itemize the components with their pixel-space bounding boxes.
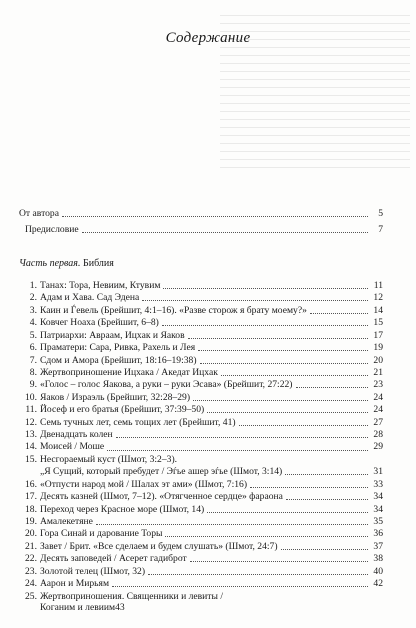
toc-entry[interactable] bbox=[19, 330, 383, 341]
page-title: Содержание bbox=[165, 30, 251, 46]
entry-number: 11. bbox=[25, 404, 37, 416]
dot-leader bbox=[163, 288, 368, 289]
entry-number: 25. bbox=[25, 590, 37, 602]
dot-leader bbox=[62, 216, 368, 217]
toc-entry[interactable] bbox=[19, 379, 383, 390]
chapter-list bbox=[19, 280, 383, 614]
entry-page: 24 bbox=[373, 391, 383, 403]
intro-entries bbox=[19, 208, 383, 240]
dot-leader bbox=[190, 561, 368, 562]
dot-leader bbox=[221, 375, 368, 376]
toc-entry[interactable] bbox=[19, 280, 383, 291]
dot-leader bbox=[96, 524, 368, 525]
dot-leader bbox=[193, 400, 368, 401]
entry-title: Гора Синай и дарование Торы bbox=[40, 528, 163, 540]
entry-title: «Отпусти народ мой / Шалах эт ами» (Шмот, 7:16) bbox=[40, 478, 248, 490]
toc-entry[interactable] bbox=[19, 516, 383, 527]
entry-title: «Голос – голос Яакова, а руки – руки Эсава» (Брейшит, 27:22) bbox=[40, 379, 293, 391]
entry-title: Переход через Красное море (Шмот, 14) bbox=[40, 503, 205, 515]
entry-title: Танах: Тора, Невиим, Ктувим bbox=[40, 280, 161, 291]
entry-page: 34 bbox=[373, 503, 383, 515]
toc-entry[interactable] bbox=[19, 342, 383, 353]
toc-entry[interactable] bbox=[19, 317, 383, 328]
entry-title: От автора bbox=[19, 208, 59, 219]
toc-entry-from-author[interactable] bbox=[19, 208, 383, 219]
entry-page: 27 bbox=[373, 416, 383, 428]
dot-leader bbox=[142, 300, 368, 301]
entry-page: 37 bbox=[373, 540, 383, 552]
toc-entry[interactable] bbox=[19, 292, 383, 303]
entry-number: 22. bbox=[25, 553, 37, 565]
entry-title: Золотой телец (Шмот, 32) bbox=[40, 565, 146, 577]
dot-leader bbox=[198, 350, 368, 351]
toc-entry[interactable] bbox=[19, 466, 383, 477]
entry-number: 15. bbox=[25, 453, 37, 465]
part-label: Часть первая. bbox=[19, 258, 81, 269]
entry-page: 21 bbox=[373, 366, 383, 378]
entry-number: 4. bbox=[29, 317, 37, 329]
dot-leader bbox=[296, 387, 368, 388]
entry-page: 28 bbox=[373, 429, 383, 441]
entry-page: 42 bbox=[373, 578, 383, 590]
entry-number: 10. bbox=[25, 391, 37, 403]
entry-page: 36 bbox=[373, 528, 383, 540]
entry-title: Праматери: Сара, Ривка, Рахель и Лея bbox=[40, 342, 196, 354]
entry-title: Ковчег Ноаха (Брейшит, 6–8) bbox=[40, 317, 159, 329]
entry-number: 9. bbox=[29, 379, 37, 391]
dot-leader bbox=[286, 499, 368, 500]
entry-title: Жертвоприношения. Священники и левиты / bbox=[40, 590, 224, 602]
dot-leader bbox=[148, 574, 368, 575]
entry-number: 7. bbox=[29, 354, 37, 366]
toc-entry[interactable] bbox=[19, 392, 383, 403]
dot-leader bbox=[165, 536, 368, 537]
entry-page: 20 bbox=[373, 354, 383, 366]
dot-leader bbox=[82, 232, 368, 233]
entry-page: 23 bbox=[373, 379, 383, 391]
dot-leader bbox=[200, 363, 368, 364]
entry-number: 3. bbox=[29, 304, 37, 316]
entry-number: 6. bbox=[29, 342, 37, 354]
entry-title: Сдом и Амора (Брейшит, 18:16–19:38) bbox=[40, 354, 197, 366]
entry-title: Аарон и Мирьям bbox=[40, 578, 110, 590]
dot-leader bbox=[239, 425, 368, 426]
dot-leader bbox=[162, 325, 368, 326]
entry-page: 15 bbox=[373, 317, 383, 329]
entry-page: 5 bbox=[378, 208, 383, 219]
toc-entry[interactable] bbox=[19, 367, 383, 378]
dot-leader bbox=[112, 586, 368, 587]
entry-title: Каин и Ѓевель (Брейшит, 4:1–16). «Разве сторож я брату моему?» bbox=[40, 304, 307, 316]
dot-leader bbox=[116, 437, 368, 438]
entry-page: 33 bbox=[373, 478, 383, 490]
dot-leader bbox=[250, 487, 368, 488]
entry-number: 5. bbox=[29, 329, 37, 341]
entry-title: Несгораемый куст (Шмот, 3:2–3). bbox=[40, 453, 178, 465]
entry-page: 11 bbox=[373, 280, 383, 291]
dot-leader bbox=[188, 338, 368, 339]
toc-entry[interactable] bbox=[19, 553, 383, 564]
entry-title: Амалекетяне bbox=[40, 516, 93, 528]
entry-title: Патриархи: Авраам, Ицхак и Яаков bbox=[40, 329, 185, 341]
entry-number: 17. bbox=[25, 491, 37, 503]
toc-entry[interactable] bbox=[19, 479, 383, 490]
entry-number: 2. bbox=[29, 292, 37, 304]
entry-title: Десять заповедей / Асерет гадиброт bbox=[40, 553, 187, 565]
entry-title: Моисей / Моше bbox=[40, 441, 105, 453]
dot-leader bbox=[281, 549, 368, 550]
entry-title: Двенадцать колен bbox=[40, 429, 113, 441]
toc-entry[interactable] bbox=[19, 591, 383, 613]
bleed-through-decoration bbox=[220, 8, 410, 298]
entry-number: 24. bbox=[25, 578, 37, 590]
toc-entry[interactable] bbox=[19, 504, 383, 515]
toc-entry[interactable] bbox=[19, 417, 383, 428]
entry-number: 19. bbox=[25, 516, 37, 528]
toc-entry[interactable] bbox=[19, 305, 383, 316]
entry-page: 24 bbox=[373, 404, 383, 416]
dot-leader bbox=[310, 313, 368, 314]
entry-number: 21. bbox=[25, 540, 37, 552]
part-heading bbox=[19, 258, 114, 269]
part-title: Библия bbox=[82, 258, 114, 269]
entry-page: 43 bbox=[115, 601, 125, 613]
entry-number: 1. bbox=[29, 280, 37, 291]
entry-page: 17 bbox=[373, 329, 383, 341]
entry-number: 23. bbox=[25, 565, 37, 577]
dot-leader bbox=[207, 412, 368, 413]
entry-page: 19 bbox=[373, 342, 383, 354]
toc-entry[interactable] bbox=[19, 528, 383, 539]
dot-leader bbox=[207, 512, 368, 513]
toc-entry[interactable] bbox=[19, 429, 383, 440]
entry-number: 14. bbox=[25, 441, 37, 453]
entry-title: „Я Сущий, который пребудет / Эѓье ашер эѓье (Шмот, 3:14) bbox=[40, 466, 283, 478]
entry-page: 31 bbox=[373, 466, 383, 478]
entry-page: 7 bbox=[378, 224, 383, 236]
entry-number: 13. bbox=[25, 429, 37, 441]
entry-title: Предисловие bbox=[25, 224, 79, 236]
entry-number: 8. bbox=[29, 366, 37, 378]
entry-title: Семь тучных лет, семь тощих лет (Брейшит, 41) bbox=[40, 416, 236, 428]
toc-entry[interactable] bbox=[19, 441, 383, 452]
entry-page: 38 bbox=[373, 553, 383, 565]
entry-page: 12 bbox=[373, 292, 383, 304]
entry-title: Десять казней (Шмот, 7–12). «Отягченное сердце» фараона bbox=[40, 491, 283, 503]
toc-entry[interactable] bbox=[19, 355, 383, 366]
entry-page: 29 bbox=[373, 441, 383, 453]
entry-title: Яаков / Израэль (Брейшит, 32:28–29) bbox=[40, 391, 191, 403]
entry-number: 16. bbox=[25, 478, 37, 490]
entry-title: Йосеф и его братья (Брейшит, 37:39–50) bbox=[40, 404, 205, 416]
toc-entry[interactable] bbox=[19, 454, 383, 465]
entry-number: 20. bbox=[25, 528, 37, 540]
entry-page: 35 bbox=[373, 516, 383, 528]
entry-title: Завет / Брит. «Все сделаем и будем слушать» (Шмот, 24:7) bbox=[40, 540, 278, 552]
toc-entry-preface[interactable] bbox=[19, 224, 383, 235]
entry-page: 40 bbox=[373, 565, 383, 577]
dot-leader bbox=[107, 450, 368, 451]
entry-page: 34 bbox=[373, 491, 383, 503]
entry-title: Жертвоприношение Ицхака / Акедат Ицхак bbox=[40, 366, 218, 378]
toc-entry[interactable] bbox=[19, 566, 383, 577]
toc-entry[interactable] bbox=[19, 578, 383, 589]
entry-number: 18. bbox=[25, 503, 37, 515]
entry-title: Адам и Хава. Сад Эдена bbox=[40, 292, 140, 304]
dot-leader bbox=[285, 474, 368, 475]
toc-entry[interactable] bbox=[19, 491, 383, 502]
entry-page: 14 bbox=[373, 304, 383, 316]
entry-title-continued: Коганим и левиим bbox=[40, 601, 116, 613]
toc-entry[interactable] bbox=[19, 541, 383, 552]
toc-entry[interactable] bbox=[19, 404, 383, 415]
entry-number: 12. bbox=[25, 416, 37, 428]
